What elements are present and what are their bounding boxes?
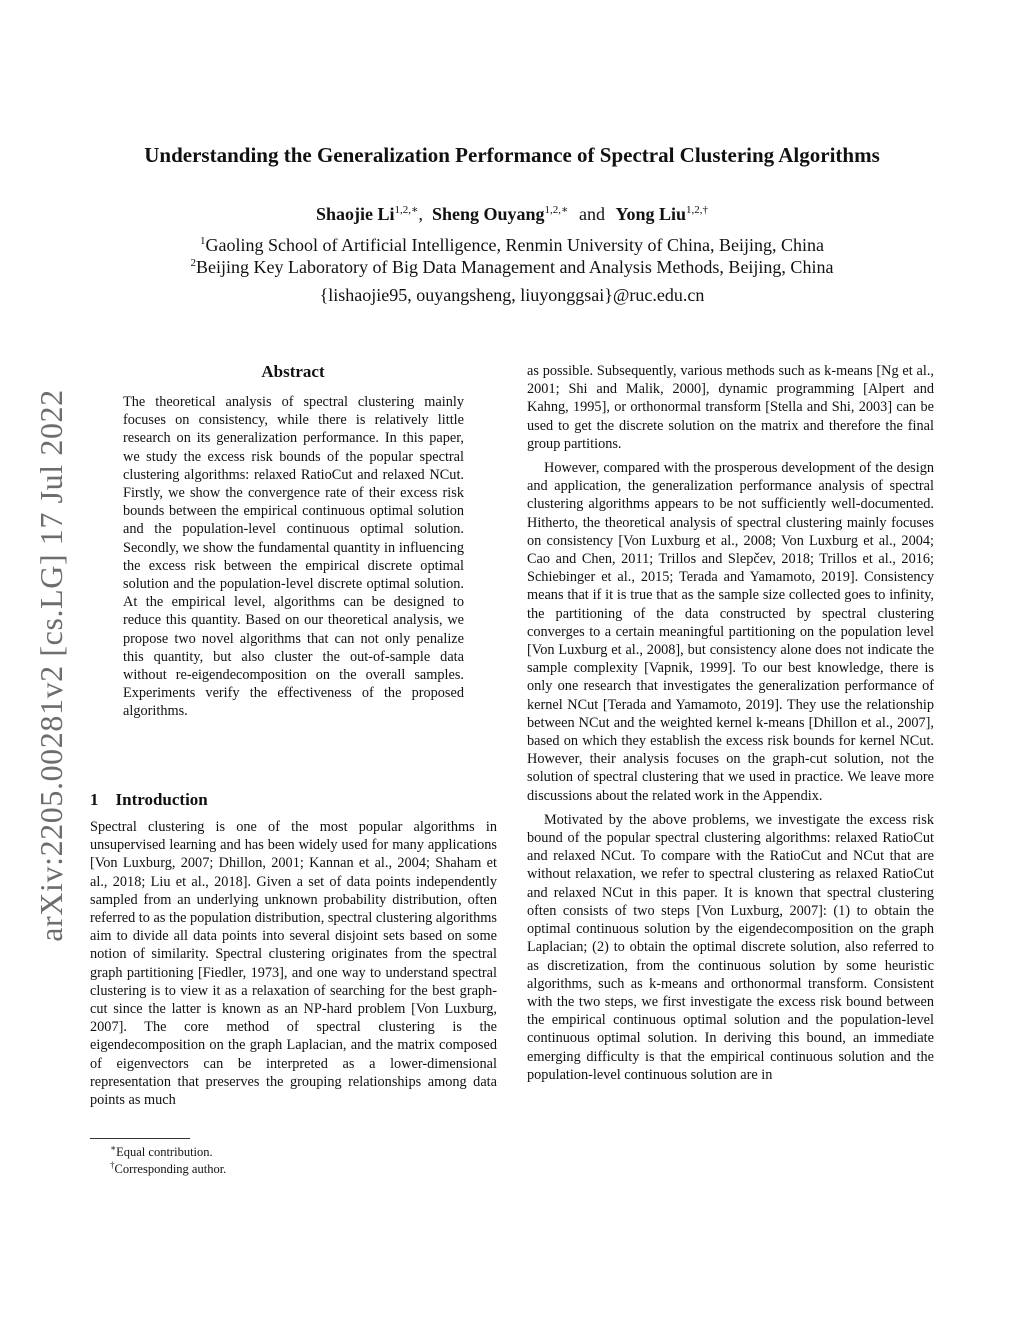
affiliation — [0, 235, 1024, 256]
affiliation-text: Beijing Key Laboratory of Big Data Management and Analysis Methods, Beijing, China — [196, 257, 834, 277]
author-name: Yong Liu — [615, 204, 687, 224]
intro-paragraph: Motivated by the above problems, we investigate the excess risk bound of the popular spectral clustering algorithms: relaxed RatioCut and relaxed NCut. To compare with the RatioCut and NCut that are without relaxation, we refer to spectral clustering as relaxed RatioCut and relaxed NCut in this paper. It is known that spectral clustering often consists of two steps [Von Luxburg, 2007]: (1) to obtain the optimal continuous solution by the eigendecomposition on the graph Laplacian; (2) to obtain the optimal discrete solution, also referred to as discretization, from the continuous solution by some heuristic algorithms, such as k-means and orthonormal transform. Consistent with the two steps, we first investigate the excess risk bound between the empirical continuous optimal solution and the population-level continuous optimal solution. In deriving this bound, an immediate emerging difficulty is that the empirical continuous solution and the population-level continuous solution are in — [527, 811, 934, 1083]
footnote-text: Equal contribution. — [116, 1145, 213, 1160]
intro-paragraph: Spectral clustering is one of the most popular algorithms in unsupervised learning and has been widely used for many applications [Von Luxburg, 2007; Dhillon, 2001; Kannan et al., 2004; Shaham et al., 2018; Liu et al., 2018]. Given a set of data points independently sampled from an underlying unknown probability distribution, often referred to as the population distribution, spectral clustering algorithms aim to divide all data points into several disjoint sets based on some notion of similarity. Spectral clustering originates from the spectral graph partitioning [Fiedler, 1973], and one way to understand spectral clustering is to view it as a relaxation of searching for the best graph-cut since the latter is known as an NP-hard problem [Von Luxburg, 2007]. The core method of spectral clustering is the eigendecomposition on the graph Laplacian, and the matrix composed of eigenvectors can be interpreted as a lower-dimensional representation that preserves the grouping relationships among data points as much — [90, 819, 497, 1109]
author-marks: 1,2,∗ — [544, 204, 569, 216]
affiliation-text: Gaoling School of Artificial Intelligence, Renmin University of China, Beijing, China — [205, 235, 824, 255]
footnote-divider — [90, 1138, 190, 1139]
footnote-mark: ∗ — [110, 1143, 117, 1153]
intro-paragraph: as possible. Subsequently, various methods such as k-means [Ng et al., 2001; Shi and Malik, 2000], dynamic programming [Alpert and Kahng, 1995], or orthonormal transform [Stella and Shi, 2003] can be used to get the discrete solution on the matrix and therefore the final group partitions. — [527, 363, 934, 452]
intro-paragraph: However, compared with the prosperous development of the design and application, the generalization performance analysis of spectral clustering algorithms appears to be not sufficiently well-documented. Hitherto, the theoretical analysis of spectral clustering mainly focuses on consistency [Von Luxburg et al., 2008; Von Luxburg et al., 2004; Cao and Chen, 2011; Trillos and Slepčev, 2018; Trillos et al., 2016; Schiebinger et al., 2015; Terada and Yamamoto, 2019]. Consistency means that if it is true that as the sample size collected goes to infinity, the partitioning of the data constructed by spectral clustering converges to a certain meaningful partitioning on the population level [Von Luxburg et al., 2008], but consistency alone does not indicate the sample complexity [Vapnik, 1999]. To our best knowledge, there is only one research that investigates the generalization performance of kernel NCut [Terada and Yamamoto, 2019]. They use the relationship between NCut and the weighted kernel k-means [Dhillon et al., 2007], based on which they establish the excess risk bounds for kernel NCut. However, their analysis focuses on the graph-cut solution, not the solution of spectral clustering that we used in practice. We leave more discussions about the related work in the Appendix. — [527, 460, 934, 804]
footnote — [110, 1160, 226, 1177]
abstract-body: The theoretical analysis of spectral clustering mainly focuses on consistency, while there is relatively little research on its generalization performance. In this paper, we study the excess risk bounds of the popular spectral clustering algorithms: relaxed RatioCut and relaxed NCut. Firstly, we show the convergence rate of their excess risk bounds between the empirical continuous optimal solution and the population-level continuous optimal solution. Secondly, we show the fundamental quantity in influencing the excess risk between the empirical discrete optimal solution and the population-level discrete optimal solution. At the empirical level, algorithms can be designed to reduce this quantity. Based on our theoretical analysis, we propose two novel algorithms that can not only penalize this quantity, but also cluster the out-of-sample data without re-eigendecomposition on the overall samples. Experiments verify the effectiveness of the proposed algorithms. — [123, 394, 464, 720]
paper-title: Understanding the Generalization Performance of Spectral Clustering Algorithms — [144, 143, 880, 167]
author-list — [0, 203, 1024, 225]
author-marks: 1,2,∗ — [394, 204, 419, 216]
arxiv-stamp — [26, 360, 76, 970]
footnote — [110, 1143, 213, 1160]
affiliation — [0, 257, 1024, 278]
section-title: Introduction — [115, 790, 208, 809]
right-column — [527, 362, 934, 1090]
section-heading-introduction — [90, 790, 208, 810]
author-emails: {lishaojie95, ouyangsheng, liuyonggsai}@ruc.edu.cn — [319, 285, 705, 305]
affiliation-mark: 2 — [190, 257, 197, 269]
arxiv-identifier: arXiv:2205.00281v2 [cs.LG] 17 Jul 2022 — [32, 388, 69, 942]
author-name: Sheng Ouyang — [431, 204, 545, 224]
section-number: 1 — [90, 790, 99, 809]
author-name: Shaojie Li — [315, 204, 395, 224]
author-conjunction: and — [578, 204, 605, 224]
footnote-text: Corresponding author. — [114, 1162, 227, 1177]
author-marks: 1,2,† — [686, 204, 709, 216]
author-separator: , — [418, 204, 423, 224]
affiliation-mark: 1 — [200, 235, 206, 247]
footnote-mark: † — [110, 1160, 115, 1170]
abstract-heading: Abstract — [261, 362, 325, 381]
